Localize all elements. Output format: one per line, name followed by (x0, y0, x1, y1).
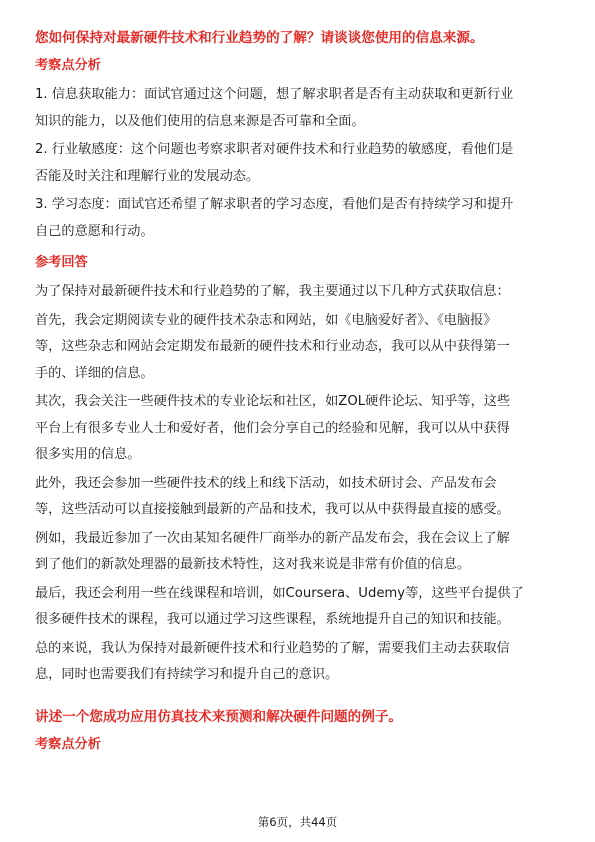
text-line: 手的、详细的信息。 (35, 365, 154, 381)
answer-paragraph (35, 581, 561, 634)
text-line: 总的来说，我认为保持对最新硬件技术和行业趋势的了解，需要我们主动去获取信 (35, 640, 510, 656)
answer-heading: 参考回答 (35, 255, 88, 270)
text-line: 为了保持对最新硬件技术和行业趋势的了解，我主要通过以下几种方式获取信息： (35, 284, 510, 299)
text-line: 3. 学习态度：面试官还希望了解求职者的学习态度，看他们是否有持续学习和提升 (35, 197, 514, 212)
text-line: 很多实用的信息。 (35, 447, 141, 462)
document-page (35, 28, 561, 761)
text-line: 否能及时关注和理解行业的发展动态。 (35, 168, 260, 184)
text-line: 自己的意愿和行动。 (35, 223, 154, 239)
answer-paragraph (35, 636, 561, 689)
text-line: 最后，我还会利用一些在线课程和培训，如Coursera、Udemy等，这些平台提供了 (35, 585, 524, 601)
answer-paragraph (35, 308, 561, 388)
question-title: 您如何保持对最新硬件技术和行业趋势的了解？请谈谈您使用的信息来源。 (35, 30, 484, 46)
answer-paragraph (35, 389, 561, 469)
text-line: 等，这些活动可以直接接触到最新的产品和技术，我可以从中获得最直接的感受。 (35, 502, 510, 517)
text-line: 等，这些杂志和网站会定期发布最新的硬件技术和行业动态，我可以从中获得第一 (35, 339, 510, 354)
text-line: 息，同时也需要我们有持续学习和提升自己的意识。 (35, 667, 339, 682)
page-number: 第6页，共44页 (257, 815, 338, 829)
text-line: 1. 信息获取能力：面试官通过这个问题，想了解求职者是否有主动获取和更新行业 (35, 87, 514, 102)
text-line: 很多硬件技术的课程，我可以通过学习这些课程，系统地提升自己的知识和技能。 (35, 612, 510, 627)
text-line: 例如，我最近参加了一次由某知名硬件厂商举办的新产品发布会，我在会议上了解 (35, 530, 510, 546)
text-line: 2. 行业敏感度：这个问题也考察求职者对硬件技术和行业趋势的敏感度，看他们是 (35, 142, 514, 157)
analysis-point (35, 137, 561, 190)
question-title: 讲述一个您成功应用仿真技术来预测和解决硬件问题的例子。 (35, 708, 403, 725)
analysis-heading: 考察点分析 (35, 58, 101, 73)
analysis-heading: 考察点分析 (35, 736, 101, 752)
answer-paragraph (35, 279, 561, 306)
text-line: 到了他们的新款处理器的最新技术特性，这对我来说是非常有价值的信息。 (35, 557, 471, 572)
text-line: 平台上有很多专业人士和爱好者，他们会分享自己的经验和见解，我可以从中获得 (35, 420, 510, 436)
analysis-point (35, 82, 561, 135)
text-line: 知识的能力，以及他们使用的信息来源是否可靠和全面。 (35, 113, 365, 129)
text-line: 首先，我会定期阅读专业的硬件技术杂志和网站，如《电脑爱好者》、《电脑报》 (35, 312, 497, 328)
text-line: 此外，我还会参加一些硬件技术的线上和线下活动，如技术研讨会、产品发布会 (35, 475, 497, 491)
answer-paragraph (35, 471, 561, 524)
answer-paragraph (35, 526, 561, 579)
analysis-point (35, 192, 561, 245)
text-line: 其次，我会关注一些硬件技术的专业论坛和社区，如ZOL硬件论坛、知乎等，这些 (35, 394, 511, 409)
